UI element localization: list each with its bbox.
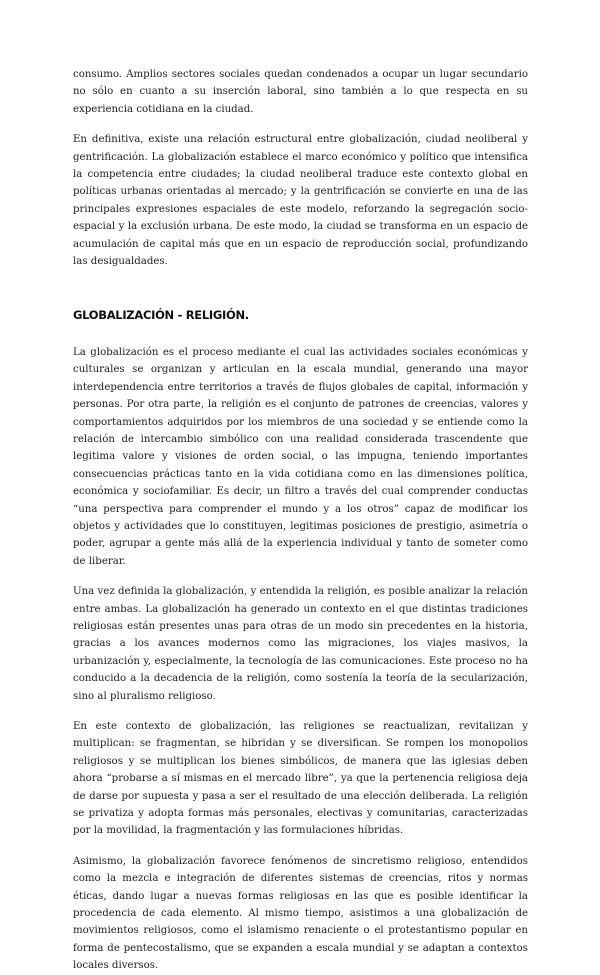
paragraph-relacion: Una vez definida la globalización, y entendida la religión, es posible analizar la relación entre ambas. La globalización ha generado un contexto en el que distintas tradiciones religiosas están presentes unas para otras de un modo sin precedentes en la historia, gracias a los avances modernos como las migraciones, los viajes masivos, la urbanización y, especialmente, la tecnología de las comunicaciones. Este proceso no ha conducido a la decadencia de la religión, como sostenía la teoría de la secularización, sino al pluralismo religioso. <box>73 586 528 702</box>
section-heading: GLOBALIZACIÓN - RELIGIÓN. <box>73 308 249 323</box>
paragraph-sincretismo: Asimismo, la globalización favorece fenómenos de sincretismo religioso, entendidos como la mezcla e integración de diferentes sistemas de creencias, ritos y normas éticas, dando lugar a nuevas formas religiosas en las que es posible identificar la procedencia de cada elemento. Al mismo tiempo, asistimos a una globalización de movimientos religiosos, como el islamismo renaciente o el protestantismo popular en forma de pentecostalismo, que se expanden a escala mundial y se adaptan a contextos locales diversos. <box>73 855 528 972</box>
document-page <box>73 66 528 975</box>
paragraph-globalizacion-definicion: La globalización es el proceso mediante el cual las actividades sociales económicas y culturales se organizan y articulan en la escala mundial, generando una mayor interdependencia entre territorios a través de flujos globales de capital, información y personas. Por otra parte, la religión es el conjunto de patrones de creencias, valores y comportamientos adquiridos por los miembros de una sociedad y se entiende como la relación de intercambio simbólico con una realidad considerada trascendente que legitima valore y visiones de orden social, o las impugna, teniendo importantes consecuencias prácticas tanto en la vida cotidiana como en las dimensiones política, económica y sociofamiliar. Es decir, un filtro a través del cual comprender conductas “una perspectiva para comprender el mundo y a los otros” capaz de modificar los objetos y actividades que lo constituyen, legitimas posiciones de prestigio, asimetría o poder, agrupar a gente más allá de la experiencia individual y tanto de someter como de liberar. <box>73 346 528 567</box>
paragraph-contexto: En este contexto de globalización, las religiones se reactualizan, revitalizan y multiplican: se fragmentan, se hibridan y se diversifican. Se rompen los monopolios religiosos y se multiplican los bienes simbólicos, de manera que las iglesias deben ahora “probarse a sí mismas en el mercado libre”, ya que la pertenencia religiosa deja de darse por supuesta y pasa a ser el resultado de una elección deliberada. La religión se privatiza y adopta formas más personales, electivas y comunitarias, caracterizadas por la movilidad, la fragmentación y las formulaciones híbridas. <box>73 721 528 837</box>
paragraph-definitiva: En definitiva, existe una relación estructural entre globalización, ciudad neoliberal y gentrificación. La globalización establece el marco económico y político que intensifica la competencia entre ciudades; la ciudad neoliberal traduce este contexto global en políticas urbanas orientadas al mercado; y la gentrificación se convierte en una de las principales expresiones espaciales de este modelo, reforzando la segregación socio-espacial y la exclusión urbana. De este modo, la ciudad se transforma en un espacio de acumulación de capital más que en un espacio de reproducción social, profundizando las desigualdades. <box>73 134 528 268</box>
paragraph-consumo: consumo. Amplios sectores sociales quedan condenados a ocupar un lugar secundario no sólo en cuanto a su inserción laboral, sino también a lo que respecta en su experiencia cotidiana en la ciudad. <box>73 69 528 115</box>
